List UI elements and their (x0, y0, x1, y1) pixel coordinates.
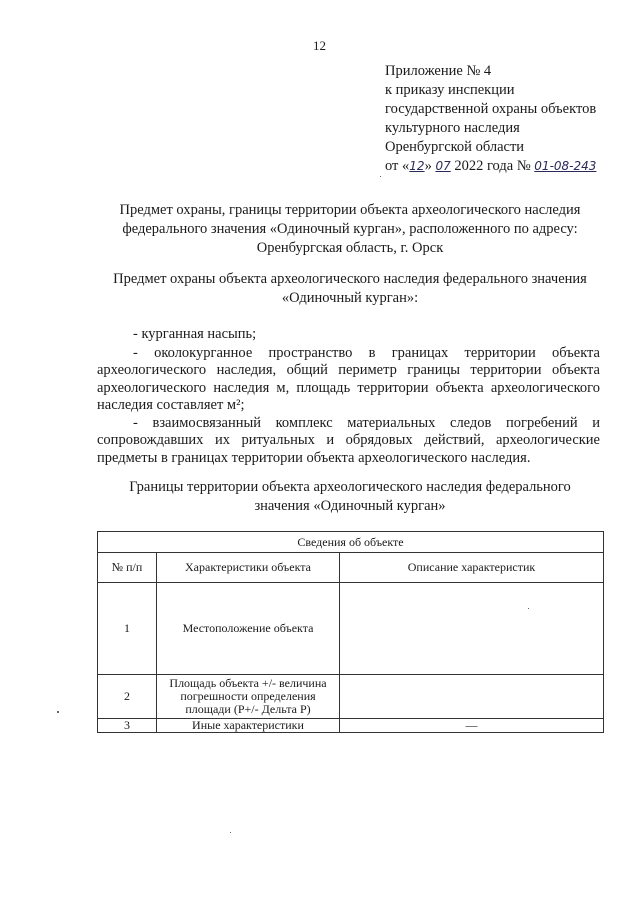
date-prefix: от « (385, 158, 410, 174)
scan-speck (380, 176, 381, 177)
page-number: 12 (313, 38, 326, 53)
document-title (85, 201, 615, 258)
column-header: Характеристики объекта (157, 553, 340, 583)
order-date-line (385, 157, 635, 176)
row-description: — (340, 719, 604, 733)
scan-speck (230, 832, 231, 833)
handwritten-month: 07 (435, 159, 451, 173)
boundaries-heading (85, 478, 615, 516)
object-info-table (97, 531, 604, 733)
list-item: - курганная насыпь; (133, 326, 257, 342)
column-header: № п/п (98, 553, 157, 583)
heading-line: Границы территории объекта археологического наследия федерального (129, 479, 571, 495)
list-item: - околокурганное пространство в границах территории объекта археологического наследия, общий периметр границы территории объекта археологического наследия м, площадь территории объекта археологического наследия составляет м²; (97, 344, 600, 413)
row-number: 2 (98, 675, 157, 719)
row-characteristic: Иные характеристики (157, 719, 340, 733)
table-caption: Сведения об объекте (98, 532, 604, 553)
row-number: 3 (98, 719, 157, 733)
protection-subject-heading (85, 270, 615, 308)
appendix-line: к приказу инспекции (385, 82, 515, 98)
table-row (98, 583, 604, 675)
scan-speck (528, 608, 529, 609)
heading-line: значения «Одиночный курган» (254, 498, 446, 514)
appendix-line: культурного наследия (385, 120, 520, 136)
handwritten-order-number: 01-08-243 (534, 159, 597, 173)
heading-line: Предмет охраны объекта археологического наследия федерального значения (113, 271, 587, 287)
list-item: - взаимосвязанный комплекс материальных следов погребений и сопровождавших их ритуальных и обрядовых действий, археологические предметы в границах территории объекта археологического наследия. (97, 414, 600, 466)
title-line: федерального значения «Одиночный курган», расположенного по адресу: (122, 221, 578, 237)
row-number: 1 (98, 583, 157, 675)
table-header-row (98, 553, 604, 583)
table-row (98, 719, 604, 733)
row-description (340, 583, 604, 675)
heading-line: «Одиночный курган»: (281, 290, 419, 306)
row-characteristic: Площадь объекта +/- величина погрешности определения площади (P+/- Дельта P) (157, 675, 340, 719)
date-year: 2022 года № (454, 158, 531, 174)
title-line: Предмет охраны, границы территории объекта археологического наследия (119, 202, 581, 218)
row-characteristic: Местоположение объекта (157, 583, 340, 675)
appendix-line: Приложение № 4 (385, 63, 492, 79)
scan-speck (57, 711, 59, 713)
table-row (98, 675, 604, 719)
column-header: Описание характеристик (340, 553, 604, 583)
appendix-line: государственной охраны объектов (385, 101, 597, 117)
table-caption-row (98, 532, 604, 553)
date-quote: » (424, 158, 432, 174)
title-line: Оренбургская область, г. Орск (256, 240, 444, 256)
row-description (340, 675, 604, 719)
appendix-line: Оренбургской области (385, 139, 525, 155)
handwritten-day: 12 (409, 159, 425, 173)
protection-subject-list (97, 326, 600, 467)
appendix-block (385, 62, 635, 176)
